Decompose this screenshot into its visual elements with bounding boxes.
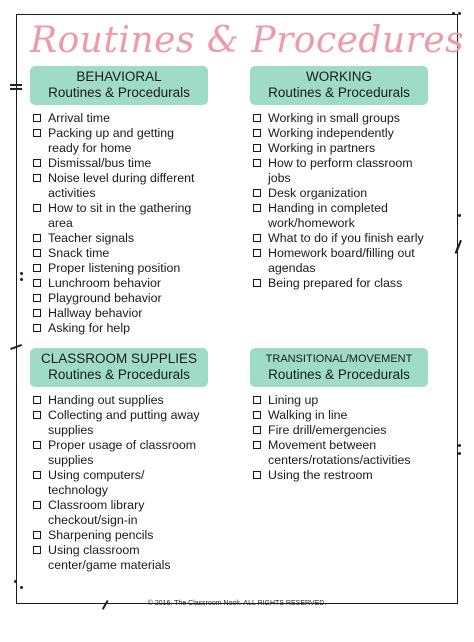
checklist-item-text: Teacher signals <box>48 231 135 245</box>
checklist-item <box>30 321 240 336</box>
checkbox-icon[interactable] <box>253 234 261 242</box>
border-dot <box>452 12 455 15</box>
border-tick-mark <box>10 84 22 86</box>
checklist-item <box>250 201 456 231</box>
section-header-subtitle: Routines & Procedurals <box>268 367 410 382</box>
checklist-item <box>30 498 240 528</box>
border-dot <box>20 586 23 589</box>
checklist-item-text: Working in small groups <box>268 111 400 125</box>
checkbox-icon[interactable] <box>33 411 41 419</box>
checklist-item-text: Proper usage of classroom <box>48 438 197 452</box>
checklist-item-text: Walking in line <box>268 408 348 422</box>
checkbox-icon[interactable] <box>253 204 261 212</box>
checkbox-icon[interactable] <box>253 396 261 404</box>
checkbox-icon[interactable] <box>253 471 261 479</box>
checkbox-icon[interactable] <box>33 114 41 122</box>
border-dot <box>458 444 461 447</box>
checklist-item <box>250 423 456 438</box>
checklist-item-text: supplies <box>48 453 94 467</box>
checklist-item-text: Handing in completed <box>268 201 388 215</box>
transitional-movement-section <box>250 348 456 483</box>
checklist-item-text: ready for home <box>48 141 132 155</box>
section-header <box>30 348 208 387</box>
checklist-item <box>30 438 240 468</box>
section-header-title: BEHAVIORAL <box>76 69 162 84</box>
border-dot <box>458 214 461 217</box>
border-dot <box>20 278 23 281</box>
checkbox-icon[interactable] <box>253 411 261 419</box>
checklist-item-text: How to sit in the gathering <box>48 201 192 215</box>
checklist-item-text: supplies <box>48 423 94 437</box>
checklist-item <box>30 246 240 261</box>
border-tick-mark <box>10 88 22 90</box>
checklist-item <box>250 276 456 291</box>
checkbox-icon[interactable] <box>33 531 41 539</box>
checklist <box>250 393 456 483</box>
checklist-item-text: Snack time <box>48 246 110 260</box>
page-title: Routines & Procedures <box>30 20 465 61</box>
checklist-item-text: Packing up and getting <box>48 126 175 140</box>
section-header-title: CLASSROOM SUPPLIES <box>40 351 198 366</box>
checklist-item-text: center/game materials <box>48 558 171 572</box>
checklist-item <box>250 156 456 186</box>
section-header <box>30 66 208 105</box>
checklist-item-text: Lining up <box>268 393 319 407</box>
checkbox-icon[interactable] <box>33 129 41 137</box>
checkbox-icon[interactable] <box>33 309 41 317</box>
checkbox-icon[interactable] <box>33 204 41 212</box>
checklist-item-text: activities <box>48 186 96 200</box>
border-dot <box>458 452 461 455</box>
classroom-supplies-section <box>30 348 240 573</box>
checkbox-icon[interactable] <box>253 159 261 167</box>
checklist-item <box>250 438 456 468</box>
checklist-item <box>30 231 240 246</box>
checklist-item <box>250 393 456 408</box>
checklist-item-text: Lunchroom behavior <box>48 276 161 290</box>
checkbox-icon[interactable] <box>33 264 41 272</box>
checklist-item <box>250 111 456 126</box>
checklist <box>30 111 240 336</box>
checklist-item <box>30 171 240 201</box>
checklist-item <box>30 468 240 498</box>
checklist-item <box>30 291 240 306</box>
section-header <box>250 348 428 387</box>
checklist-item-text: Being prepared for class <box>268 276 403 290</box>
checklist-item <box>30 261 240 276</box>
checklist-item-text: Classroom library <box>48 498 145 512</box>
checklist-item-text: Working independently <box>268 126 394 140</box>
checkbox-icon[interactable] <box>33 174 41 182</box>
checkbox-icon[interactable] <box>33 441 41 449</box>
checklist-item-text: What to do if you finish early <box>268 231 424 245</box>
checklist-item-text: jobs <box>268 171 291 185</box>
checkbox-icon[interactable] <box>33 471 41 479</box>
checklist-item-text: Playground behavior <box>48 291 162 305</box>
checklist <box>30 393 240 573</box>
checklist-item <box>30 126 240 156</box>
checklist-item-text: Noise level during different <box>48 171 195 185</box>
checklist-item <box>250 246 456 276</box>
checklist-item-text: technology <box>48 483 108 497</box>
checklist-item-text: Using computers/ <box>48 468 145 482</box>
checkbox-icon[interactable] <box>253 441 261 449</box>
checklist-item <box>250 186 456 201</box>
checkbox-icon[interactable] <box>33 249 41 257</box>
checklist-item <box>30 393 240 408</box>
section-header-subtitle: Routines & Procedurals <box>48 367 190 382</box>
checklist-item <box>250 141 456 156</box>
checklist-item-text: Dismissal/bus time <box>48 156 152 170</box>
checklist-item <box>250 231 456 246</box>
checkbox-icon[interactable] <box>33 324 41 332</box>
checklist-item-text: Working in partners <box>268 141 376 155</box>
checkbox-icon[interactable] <box>33 294 41 302</box>
section-header-title: WORKING <box>306 69 372 84</box>
checkbox-icon[interactable] <box>253 114 261 122</box>
checklist-item-text: How to perform classroom <box>268 156 413 170</box>
border-dot <box>458 12 461 15</box>
checklist <box>250 111 456 291</box>
checkbox-icon[interactable] <box>33 159 41 167</box>
copyright-footer: © 2016. The Classroom Nook. ALL RIGHTS RESERVED. <box>147 600 327 607</box>
border-dot <box>14 580 17 583</box>
checkbox-icon[interactable] <box>33 234 41 242</box>
checklist-item-text: Desk organization <box>268 186 368 200</box>
checklist-item-text: Hallway behavior <box>48 306 143 320</box>
checkbox-icon[interactable] <box>253 426 261 434</box>
checkbox-icon[interactable] <box>253 279 261 287</box>
checklist-item <box>30 543 240 573</box>
checklist-item <box>30 276 240 291</box>
working-section <box>250 66 456 291</box>
checkbox-icon[interactable] <box>253 129 261 137</box>
checkbox-icon[interactable] <box>253 249 261 257</box>
checklist-item-text: Homework board/filling out <box>268 246 415 260</box>
checkbox-icon[interactable] <box>253 144 261 152</box>
checklist-item <box>250 468 456 483</box>
section-header-subtitle: Routines & Procedurals <box>268 85 410 100</box>
checklist-item <box>30 156 240 171</box>
checkbox-icon[interactable] <box>33 279 41 287</box>
checklist-item <box>30 528 240 543</box>
checklist-item-text: Asking for help <box>48 321 130 335</box>
checklist-item-text: Fire drill/emergencies <box>268 423 387 437</box>
checklist-item <box>250 408 456 423</box>
checklist-item-text: work/homework <box>268 216 355 230</box>
section-header-subtitle: Routines & Procedurals <box>48 85 190 100</box>
checklist-item-text: Sharpening pencils <box>48 528 154 542</box>
checklist-item <box>250 126 456 141</box>
section-header-title: TRANSITIONAL/MOVEMENT <box>265 353 413 365</box>
checklist-item-text: checkout/sign-in <box>48 513 138 527</box>
checklist-item-text: Using the restroom <box>268 468 373 482</box>
border-dot <box>20 272 23 275</box>
checklist-item-text: centers/rotations/activities <box>268 453 411 467</box>
checklist-item-text: Handing out supplies <box>48 393 164 407</box>
checkbox-icon[interactable] <box>253 189 261 197</box>
checklist-item-text: Collecting and putting away <box>48 408 200 422</box>
checklist-item <box>30 408 240 438</box>
checklist-item-text: agendas <box>268 261 316 275</box>
checklist-item-text: Using classroom <box>48 543 140 557</box>
checklist-item-text: area <box>48 216 73 230</box>
checklist-item-text: Proper listening position <box>48 261 181 275</box>
checkbox-icon[interactable] <box>33 546 41 554</box>
checklist-item-text: Movement between <box>268 438 377 452</box>
behavioral-section <box>30 66 240 336</box>
checkbox-icon[interactable] <box>33 501 41 509</box>
checklist-item <box>30 201 240 231</box>
checklist-item <box>30 111 240 126</box>
section-header <box>250 66 428 105</box>
checklist-item-text: Arrival time <box>48 111 110 125</box>
checklist-item <box>30 306 240 321</box>
checkbox-icon[interactable] <box>33 396 41 404</box>
